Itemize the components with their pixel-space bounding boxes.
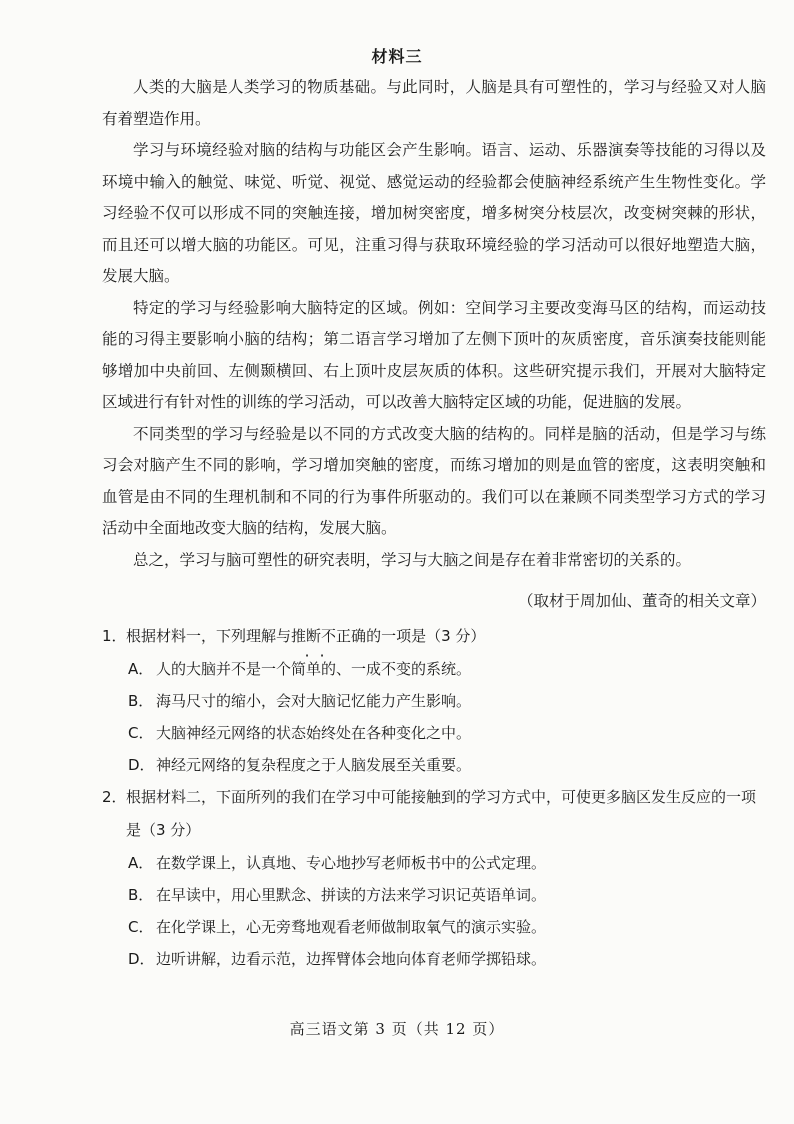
option-a (102, 653, 766, 685)
option-text: 在早读中，用心里默念、拼读的方法来学习识记英语单词。 (156, 886, 547, 904)
option-text: 海马尺寸的缩小，会对大脑记忆能力产生影响。 (156, 692, 472, 710)
page-footer: 高三语文第 3 页（共 12 页） (289, 1020, 505, 1038)
option-letter: C． (128, 918, 154, 936)
question-2-options (102, 847, 766, 975)
question-2 (102, 781, 766, 975)
option-b (102, 685, 766, 717)
option-letter: A． (128, 854, 154, 872)
passage-paragraph-3: 特定的学习与经验影响大脑特定的区域。例如：空间学习主要改变海马区的结构，而运动技能的习得主要影响小脑的结构；第二语言学习增加了左侧下顶叶的灰质密度，音乐演奏技能则能够增加中央前回、左侧颞横回、右上顶叶皮层灰质的体积。这些研究提示我们，开展对大脑特定区域进行有针对性的训练的学习活动，可以改善大脑特定区域的功能，促进脑的发展。 (102, 298, 766, 411)
question-1-number: 1． (102, 627, 127, 645)
option-d (102, 749, 766, 781)
option-letter: C． (128, 724, 154, 742)
option-letter: D． (128, 950, 155, 968)
question-2-stem-text: 根据材料二，下面所列的我们在学习中可能接触到的学习方式中，可使更多脑区发生反应的一项是（3 分） (126, 788, 757, 839)
option-letter: D． (128, 756, 155, 774)
option-text: 在化学课上，心无旁骛地观看老师做制取氧气的演示实验。 (156, 918, 547, 936)
question-1-stem-tail: 的一项是（3 分） (366, 627, 486, 645)
emphasis-char: 正 (336, 627, 352, 645)
passage-paragraph-5: 总之，学习与脑可塑性的研究表明，学习与大脑之间是存在着非常密切的关系的。 (133, 550, 692, 569)
question-1 (102, 620, 766, 781)
source-citation: （取材于周加仙、董奇的相关文章） (517, 592, 766, 610)
reading-passage (102, 72, 766, 576)
passage-paragraph-1: 人类的大脑是人类学习的物质基础。与此同时，人脑是具有可塑性的，学习与经验又对人脑有着塑造作用。 (102, 78, 766, 128)
question-1-stem-text: 根据材料一，下列理解与推断 (126, 627, 322, 645)
option-text: 边听讲解，边看示范，边挥臂体会地向体育老师学掷铅球。 (156, 950, 547, 968)
option-b (102, 879, 766, 911)
question-1-options (102, 653, 766, 781)
passage-paragraph-4: 不同类型的学习与经验是以不同的方式改变大脑的结构的。同样是脑的活动，但是学习与练习会对脑产生不同的影响，学习增加突触的密度，而练习增加的则是血管的密度，这表明突触和血管是由不同的生理机制和不同的行为事件所驱动的。我们可以在兼顾不同类型学习方式的学习活动中全面地改变大脑的结构，发展大脑。 (102, 424, 766, 537)
option-text: 神经元网络的复杂程度之于人脑发展至关重要。 (156, 756, 472, 774)
question-1-stem (102, 620, 766, 653)
emphasis-char: 不 (321, 627, 337, 645)
question-list (102, 620, 766, 975)
passage-paragraph-2: 学习与环境经验对脑的结构与功能区会产生影响。语言、运动、乐器演奏等技能的习得以及环境中输入的触觉、味觉、听觉、视觉、感觉运动的经验都会使脑神经系统产生生物性变化。学习经验不仅可以形成不同的突触连接，增加树突密度，增多树突分枝层次，改变树突棘的形状，而且还可以增大脑的功能区。可见，注重习得与获取环境经验的学习活动可以很好地塑造大脑，发展大脑。 (102, 141, 766, 285)
option-a (102, 847, 766, 879)
question-2-number: 2． (102, 788, 127, 806)
option-text: 在数学课上，认真地、专心地抄写老师板书中的公式定理。 (156, 854, 547, 872)
question-2-stem (102, 781, 766, 847)
option-letter: B． (128, 692, 154, 710)
option-d (102, 943, 766, 975)
question-1-stem-char: 确 (351, 627, 367, 645)
section-heading: 材料三 (371, 47, 423, 66)
option-letter: A． (128, 660, 154, 678)
option-letter: B． (128, 886, 154, 904)
option-c (102, 911, 766, 943)
option-text: 大脑神经元网络的状态始终处在各种变化之中。 (156, 724, 472, 742)
option-text: 人的大脑并不是一个简单的、一成不变的系统。 (156, 660, 472, 678)
option-c (102, 717, 766, 749)
